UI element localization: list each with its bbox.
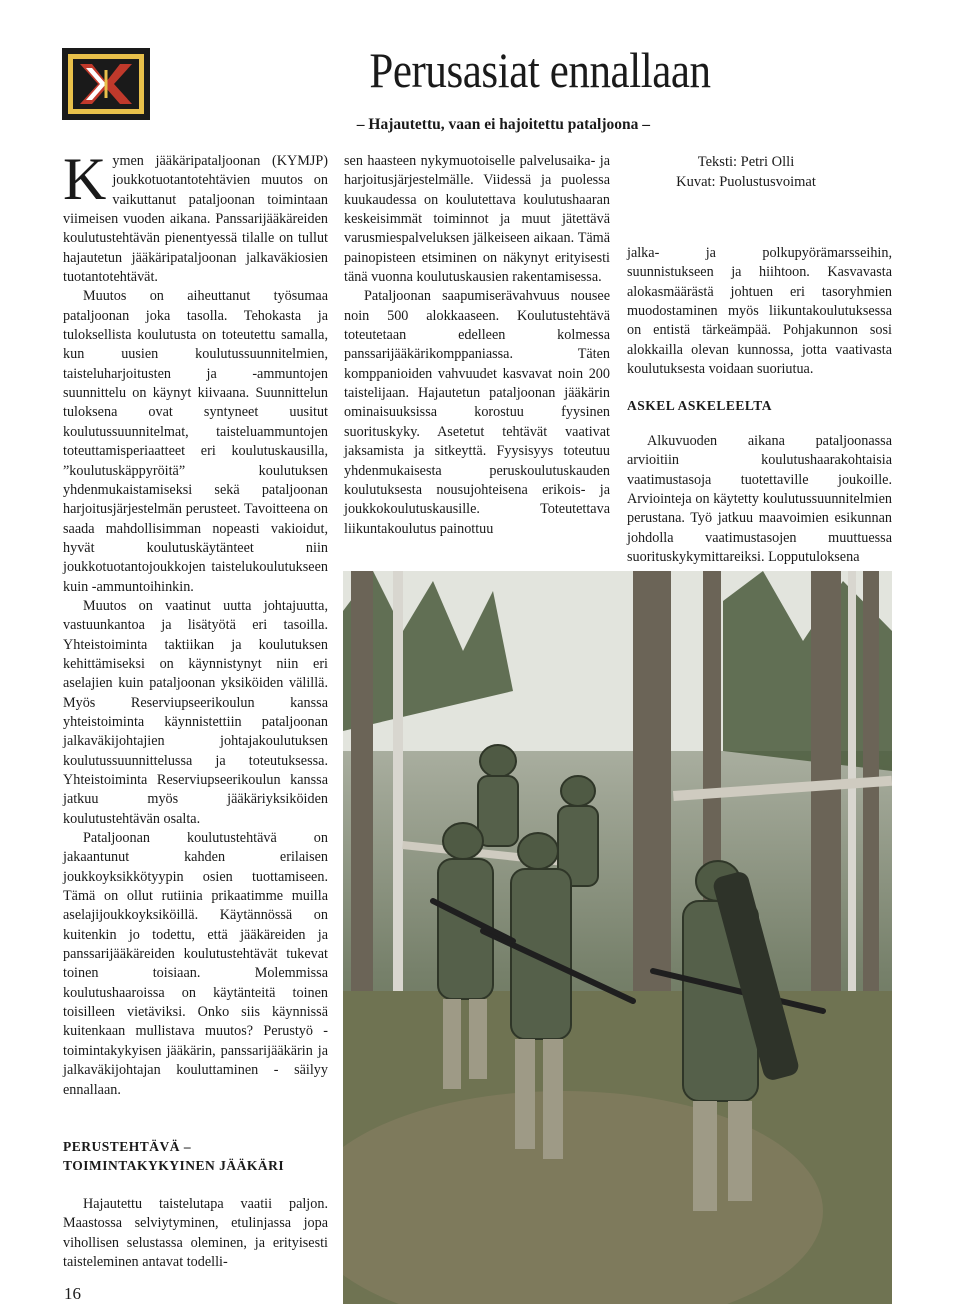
photo-credit: Kuvat: Puolustusvoimat: [676, 174, 816, 190]
section-heading-perustehtava: PERUSTEHTÄVÄ – TOIMINTAKYKYINEN JÄÄKÄRI: [63, 1139, 285, 1173]
column-1: [63, 146, 328, 1100]
intro-paragraph: Kymen jääkäripataljoonan (KYMJP) joukkotuotantotehtävien muutos on vaikuttanut pataljoonan toimintaan viimeisen vuoden aikana. Panssarijääkäreiden koulutustehtävän pienentyessä tilalle on tullut hajautetun jääkäripataljoonan jalkaväkiosien tuotantotehtävät.: [63, 146, 328, 286]
kymi-emblem-icon: [62, 48, 150, 120]
page-title: Perusasiat ennallaan: [369, 42, 711, 98]
author-credit: Teksti: Petri Olli: [697, 154, 795, 170]
soldiers-in-forest-photo: [343, 571, 892, 1304]
column-3-b: [627, 432, 892, 567]
paragraph: Hajautettu taistelutapa vaatii paljon. Maastossa selviytyminen, etulinjassa jopa vihollisen selustassa oleminen, ja erityisesti taisteleminen antavat todelli-: [63, 1196, 328, 1271]
section-heading-askel: ASKEL ASKELEELTA: [627, 398, 772, 413]
column-3: [627, 244, 892, 379]
column-2: [344, 152, 610, 539]
paragraph: Muutos on aiheuttanut työsumaa pataljoonan joka tasolla. Tehokasta ja tuloksellista koulutusta on toteutettu samalla, kun uusien koulutussuunnitelmien, taisteluharjoitusten ja -ammuntojen suunnittelu on käynyt kiivaana. Suunnittelun tuloksena ovat syntyneet uusitut koulutussuunnitelmat, taisteluammuntojen toteuttamisperiaatteet eri koulutuskausilla, ”koulutuskäppyröitä” koulutuksen yhdenmukaistamiseksi sekä pataljoonan harjoitusjärjestelmän perusteet. Tavoitteena on saada mahdollisimman nopeasti vakioidut, hyvät koulutuskäytänteet niin joukkotuotantojoukkojen taistelukoulutukseen kuin -ammuntoihinkin.: [63, 288, 328, 595]
paragraph: jalka- ja polkupyörämarsseihin, suunnistukseen ja hiihtoon. Kasvavasta alokasmäärästä johtuen eri tasoryhmien muodostaminen myös liikuntakoulutuksessa on entistä tärkeämpää. Pohjakunnon sosi alokkailla olevan kunnossa, jotta vaativasta koulutuksesta voidaan suoriutua.: [627, 245, 892, 378]
paragraph: Pataljoonan koulutustehtävä on jakaantunut kahden erilaisen joukkoyksikkötyypin osien tuottamiseen. Tämä on ollut rutiinia prikaatimme muilla aselajijoukkoyksiköillä. Käytännössä on kuitenkin jo todettu, että jääkäreiden ja panssarijääkäreiden koulutustehtävät tukevat toinen toisiaan. Molemmissa koulutushaaroissa on käytänteitä toinen toisilleen vietäviksi. Onko siis käynnissä kuitenkaan mullistava muutos? Perustyö - toimintakykyisen jääkärin, panssarijääkärin ja jalkaväkijohtajan kouluttaminen - säilyy ennallaan.: [63, 830, 328, 1098]
page-number: 16: [64, 1284, 81, 1303]
paragraph: Alkuvuoden aikana pataljoonassa arvioitiin koulutushaarakohtaisia vaatimustasoja tuotettaville joukoille. Arviointeja on käytetty koulutussuunnitelmien perustana. Työ jatkuu maavoimien esikunnan johdolla vaatimustasojen muuttuessa suorituskykymittareiksi. Lopputuloksena: [627, 433, 892, 566]
paragraph: sen haasteen nykymuotoiselle palvelusaika- ja harjoitusjärjestelmälle. Viidessä ja puolessa kuukaudessa on koulutettava koulutushaaran keskeisimmät toiminnot ja muut jätettävä varusmiespalveluksen jälkeiseen aikaan. Tämä painopisteen etsiminen on näkynyt erityisesti tänä vuonna koulutuskausien rakentamisessa.: [344, 153, 610, 286]
paragraph: Muutos on vaatinut uutta johtajuutta, vastuunkantoa ja lisätyötä eri tasoilla. Yhteistoiminta taktiikan ja koulutuksen kehittämiseksi on käynnistynyt niin eri aselajien kuin pataljoonan yksiköiden välillä. Myös Reserviupseerikoulun kanssa yhteistoiminta käynnistettiin pataljoonan jalkaväkijohtajien johtajakoulutuksen koulutussuunnittelussa ja toteutuksessa. Yhteistoiminta Reserviupseerikoulun kanssa jatkuu myös jääkäriyksiköiden koulutustehtävän osalta.: [63, 597, 328, 827]
paragraph: Pataljoonan saapumiserävahvuus nousee noin 500 alokkaaseen. Koulutustehtävä toteutetaan edelleen kolmessa panssarijääkärikomppaniassa. Täten komppanioiden vahvuudet kasvavat noin 200 taistelijaan. Hajautetun pataljoonan jääkärin ominaisuuksissa korostuu fyysinen suorituskyky. Asetetut tehtävät vaativat jaksamista ja sitkeyttä. Fyysisyys toteutuu yhdenmukaisesta peruskoulutuskauden koulutuksesta nousujohteisena erikois- ja joukkokoulutuskausille. Toteutettava liikuntakoulutus painottuu: [344, 288, 610, 537]
dropcap: K: [63, 146, 107, 212]
article-credits: [626, 152, 866, 192]
page-subtitle: – Hajautettu, vaan ei hajoitettu pataljoona –: [356, 116, 650, 133]
column-1-tail: [63, 1195, 328, 1272]
